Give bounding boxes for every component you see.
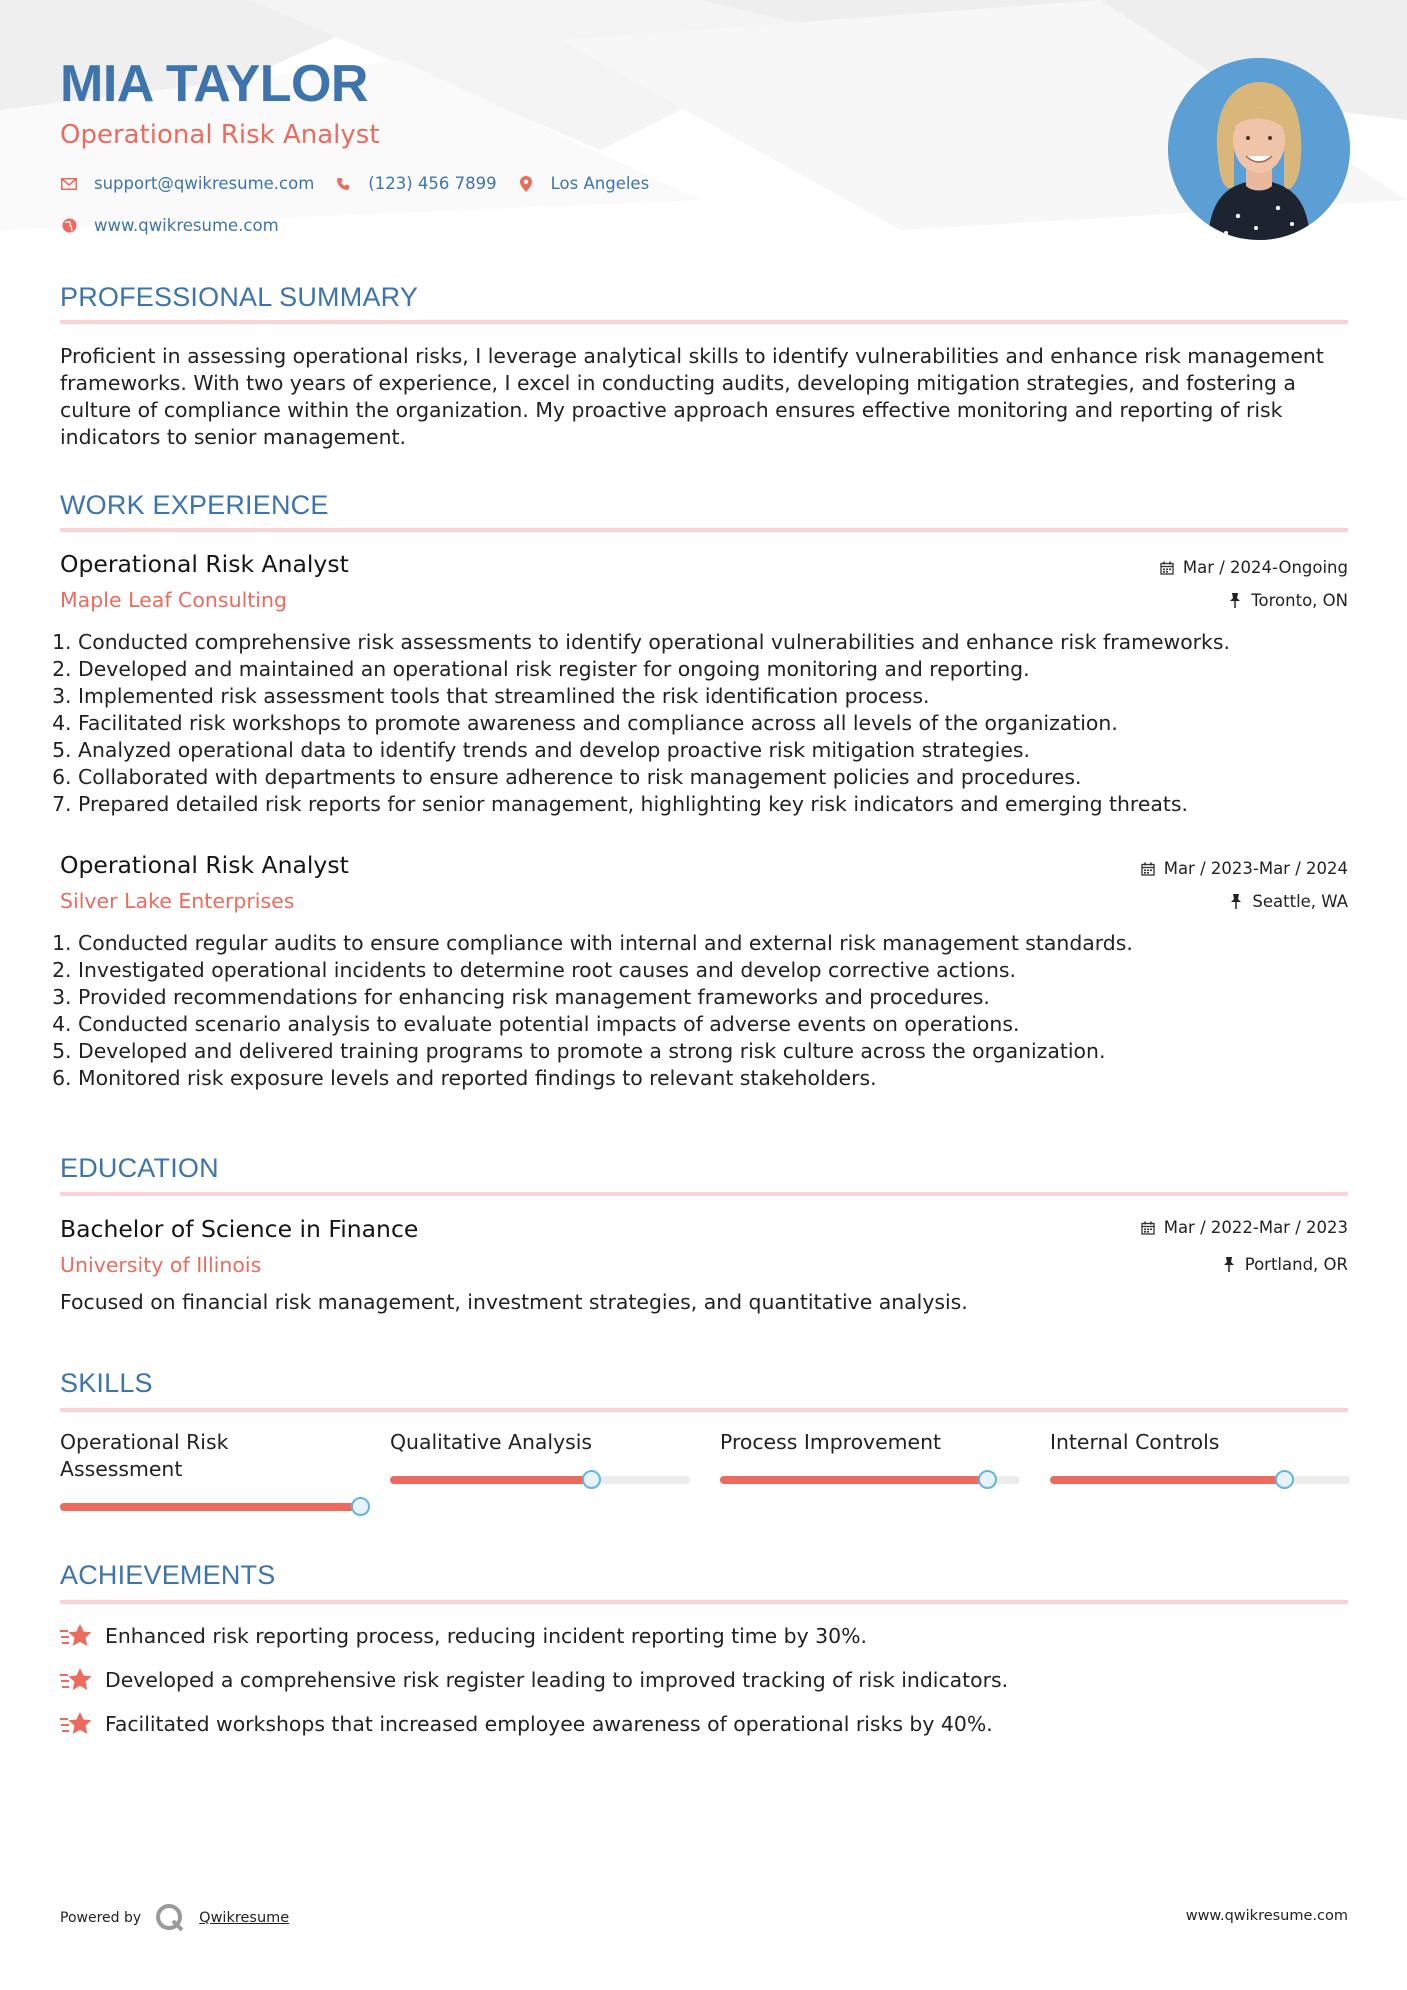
list-item: 6. Collaborated with departments to ensure adherence to risk management policies and procedures. <box>78 764 1348 791</box>
education-dates <box>1140 1218 1348 1237</box>
skill-level-fill <box>60 1503 360 1511</box>
footer-powered-by <box>60 1903 289 1933</box>
contact-email-text: support@qwikresume.com <box>94 174 315 193</box>
list-item: 5. Analyzed operational data to identify trends and develop proactive risk mitigation strategies. <box>78 737 1348 764</box>
education-location-text: Portland, OR <box>1244 1255 1348 1274</box>
skill-item <box>60 1429 360 1483</box>
education-school: University of Illinois <box>60 1253 262 1277</box>
contact-row-2 <box>60 216 299 235</box>
skill-item <box>720 1429 1020 1456</box>
achievements-divider <box>60 1600 1348 1604</box>
achievements-heading: ACHIEVEMENTS <box>60 1560 276 1590</box>
job-2-dates <box>1140 859 1348 878</box>
skill-name: Operational Risk Assessment <box>60 1430 229 1481</box>
contact-location-text: Los Angeles <box>550 174 650 193</box>
star-icon <box>60 1666 92 1694</box>
education-divider <box>60 1192 1348 1196</box>
education-description: Focused on financial risk management, investment strategies, and quantitative analysis. <box>60 1290 968 1314</box>
candidate-name: MIA TAYLOR <box>60 55 368 113</box>
job-2-title: Operational Risk Analyst <box>60 851 349 879</box>
list-item: 6. Monitored risk exposure levels and reported findings to relevant stakeholders. <box>78 1065 1348 1092</box>
pushpin-icon <box>1221 1257 1237 1273</box>
job-2-company: Silver Lake Enterprises <box>60 889 295 913</box>
skill-level-handle <box>978 1470 997 1489</box>
footer-website[interactable]: www.qwikresume.com <box>1185 1908 1348 1924</box>
list-item: 2. Investigated operational incidents to determine root causes and develop corrective actions. <box>78 957 1348 984</box>
summary-divider <box>60 320 1348 324</box>
skill-level-bar <box>390 1476 690 1484</box>
summary-heading: PROFESSIONAL SUMMARY <box>60 282 419 312</box>
job-2-bullets <box>60 930 1348 1092</box>
job-2-location <box>1228 892 1348 911</box>
pushpin-icon <box>1227 593 1243 609</box>
job-2-dates-text: Mar / 2023-Mar / 2024 <box>1163 859 1348 878</box>
qwikresume-link[interactable]: Qwikresume <box>199 1910 290 1926</box>
skill-level-fill <box>1050 1476 1284 1484</box>
contact-row <box>60 174 669 193</box>
skill-level-bar <box>60 1503 360 1511</box>
skill-level-fill <box>390 1476 591 1484</box>
education-location <box>1221 1255 1348 1274</box>
candidate-title: Operational Risk Analyst <box>60 120 380 150</box>
contact-phone-text: (123) 456 7899 <box>368 174 497 193</box>
phone-icon <box>334 175 352 193</box>
skill-level-fill <box>720 1476 987 1484</box>
achievement-item <box>60 1710 993 1738</box>
education-dates-text: Mar / 2022-Mar / 2023 <box>1163 1218 1348 1237</box>
qwikresume-logo-icon <box>155 1903 185 1933</box>
skill-name: Process Improvement <box>720 1430 942 1454</box>
experience-heading: WORK EXPERIENCE <box>60 490 329 520</box>
achievement-item <box>60 1622 867 1650</box>
contact-website[interactable] <box>60 216 279 235</box>
list-item: 3. Implemented risk assessment tools that streamlined the risk identification process. <box>78 683 1348 710</box>
skill-level-handle <box>351 1497 370 1516</box>
achievement-text: Enhanced risk reporting process, reducing incident reporting time by 30%. <box>105 1624 867 1648</box>
star-icon <box>60 1622 92 1650</box>
skill-level-bar <box>720 1476 1020 1484</box>
skill-level-bar <box>1050 1476 1350 1484</box>
list-item: 4. Facilitated risk workshops to promote awareness and compliance across all levels of the organization. <box>78 710 1348 737</box>
pushpin-icon <box>1228 894 1244 910</box>
calendar-icon <box>1140 861 1156 877</box>
powered-by-label: Powered by <box>60 1910 142 1926</box>
skills-heading: SKILLS <box>60 1368 153 1398</box>
calendar-icon <box>1140 1220 1156 1236</box>
education-degree: Bachelor of Science in Finance <box>60 1215 419 1243</box>
list-item: 3. Provided recommendations for enhancing risk management frameworks and procedures. <box>78 984 1348 1011</box>
job-1-bullets <box>60 629 1348 818</box>
list-item: 4. Conducted scenario analysis to evaluate potential impacts of adverse events on operations. <box>78 1011 1348 1038</box>
skill-level-handle <box>582 1470 601 1489</box>
map-pin-icon <box>517 175 535 193</box>
contact-website-text: www.qwikresume.com <box>94 216 279 235</box>
skill-item <box>390 1429 690 1456</box>
list-item: 2. Developed and maintained an operational risk register for ongoing monitoring and reporting. <box>78 656 1348 683</box>
star-icon <box>60 1710 92 1738</box>
skill-level-handle <box>1275 1470 1294 1489</box>
skill-name: Qualitative Analysis <box>390 1430 593 1454</box>
achievement-text: Developed a comprehensive risk register leading to improved tracking of risk indicators. <box>105 1668 1009 1692</box>
envelope-icon <box>60 175 78 193</box>
job-1-location <box>1227 591 1348 610</box>
achievement-text: Facilitated workshops that increased employee awareness of operational risks by 40%. <box>105 1712 993 1736</box>
profile-photo <box>1168 58 1350 240</box>
list-item: 1. Conducted regular audits to ensure compliance with internal and external risk management standards. <box>78 930 1348 957</box>
list-item: 1. Conducted comprehensive risk assessments to identify operational vulnerabilities and enhance risk frameworks. <box>78 629 1348 656</box>
job-1-dates-text: Mar / 2024-Ongoing <box>1182 558 1348 577</box>
job-1-location-text: Toronto, ON <box>1251 591 1348 610</box>
list-item: 7. Prepared detailed risk reports for senior management, highlighting key risk indicators and emerging threats. <box>78 791 1348 818</box>
contact-phone[interactable] <box>334 174 496 193</box>
list-item: 5. Developed and delivered training programs to promote a strong risk culture across the organization. <box>78 1038 1348 1065</box>
job-1-company: Maple Leaf Consulting <box>60 588 288 612</box>
contact-location <box>517 174 650 193</box>
achievement-item <box>60 1666 1008 1694</box>
skill-name: Internal Controls <box>1050 1430 1220 1454</box>
job-1-title: Operational Risk Analyst <box>60 550 349 578</box>
job-1-dates <box>1159 558 1348 577</box>
job-2-location-text: Seattle, WA <box>1252 892 1348 911</box>
summary-text: Proficient in assessing operational risks, I leverage analytical skills to identify vulnerabilities and enhance risk management frameworks. With two years of experience, I excel in conducting audits, developing mitigation strategies, and fostering a culture of compliance within the organization. My proactive approach ensures effective monitoring and reporting of risk indicators to senior management. <box>60 344 1324 449</box>
globe-icon <box>60 217 78 235</box>
contact-email[interactable] <box>60 174 314 193</box>
skill-item <box>1050 1429 1350 1456</box>
skills-divider <box>60 1408 1348 1412</box>
calendar-icon <box>1159 560 1175 576</box>
experience-divider <box>60 528 1348 532</box>
education-heading: EDUCATION <box>60 1153 219 1183</box>
